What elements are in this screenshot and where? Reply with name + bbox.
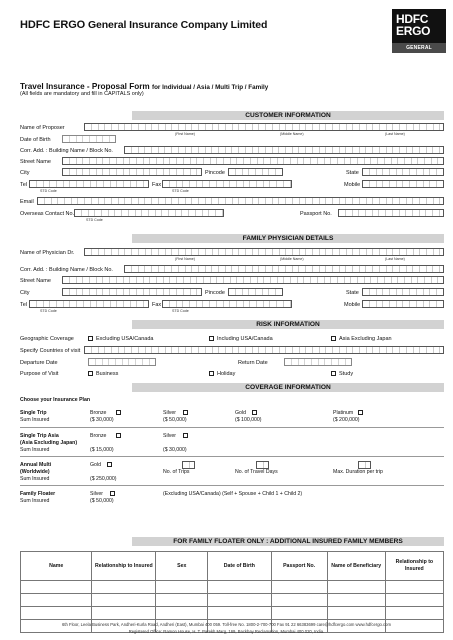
label-corr-address: Corr. Add. : Building Name / Block No. bbox=[20, 148, 113, 154]
label-business: Business bbox=[96, 371, 119, 377]
company-legal-name: General Insurance Company Limited bbox=[87, 19, 268, 31]
checkbox-st-gold[interactable] bbox=[252, 410, 257, 415]
amt-annual-gold: ($ 250,000) bbox=[90, 476, 117, 482]
label-passport-no: Passport No. bbox=[300, 211, 332, 217]
label-asia: Asia Excluding Japan bbox=[339, 336, 392, 342]
label-city: City bbox=[20, 170, 30, 176]
label-st-silver: Silver bbox=[163, 410, 176, 416]
label-st-sum-insured: Sum Insured bbox=[20, 417, 50, 423]
label-fax: Fax bbox=[152, 182, 162, 188]
dob-input[interactable] bbox=[62, 135, 116, 143]
physician-pincode-input[interactable] bbox=[228, 288, 283, 296]
ff-note: (Excluding USA/Canada) (Self + Spouse + Child 1 + Child 2) bbox=[163, 491, 303, 497]
label-date-of-birth: Date of Birth bbox=[20, 137, 51, 143]
email-input[interactable] bbox=[37, 197, 444, 205]
logo-line1: HDFC bbox=[396, 12, 429, 26]
label-ff-sum-insured: Sum Insured bbox=[20, 498, 50, 504]
table-cell-input[interactable] bbox=[21, 581, 92, 594]
no-of-trips-input[interactable] bbox=[182, 461, 195, 469]
label-mobile: Mobile bbox=[344, 182, 361, 188]
label-departure-date: Departure Date bbox=[20, 360, 58, 366]
form-note: (All fields are mandatory and fill in CAPITALS only) bbox=[20, 91, 144, 97]
table-row bbox=[21, 607, 444, 620]
label-specify-countries: Specify Countries of visit bbox=[20, 348, 81, 354]
label-asia-sum-insured: Sum Insured bbox=[20, 447, 50, 453]
hint-physician-middle-name: (Middle Name) bbox=[280, 257, 304, 261]
hint-physician-first-name: (First Name) bbox=[175, 257, 195, 261]
table-cell-input[interactable] bbox=[327, 607, 385, 620]
label-no-of-trips: No. of Trips bbox=[163, 469, 190, 475]
table-cell-input[interactable] bbox=[92, 581, 156, 594]
label-st-bronze: Bronze bbox=[90, 410, 107, 416]
overseas-contact-input[interactable] bbox=[74, 209, 224, 217]
label-annual-gold: Gold bbox=[90, 462, 101, 468]
physician-name-input[interactable] bbox=[84, 248, 444, 256]
table-header-row bbox=[21, 552, 444, 581]
amt-st-silver: ($ 50,000) bbox=[163, 417, 187, 423]
hint-overseas-std-code: STD Code bbox=[86, 218, 103, 222]
label-physician-corr-address: Corr. Add. : Building Name / Block No. bbox=[20, 267, 113, 273]
label-overseas-contact: Overseas Contact No. bbox=[20, 211, 75, 217]
table-cell-input[interactable] bbox=[327, 594, 385, 607]
table-cell-input[interactable] bbox=[21, 594, 92, 607]
section-risk: RISK INFORMATION bbox=[132, 320, 444, 329]
checkbox-asia[interactable] bbox=[331, 336, 336, 341]
label-return-date: Return Date bbox=[238, 360, 268, 366]
table-cell-input[interactable] bbox=[385, 594, 443, 607]
label-asia-silver: Silver bbox=[163, 433, 176, 439]
physician-state-input[interactable] bbox=[362, 288, 444, 296]
hint-physician-std-code: STD Code bbox=[40, 309, 57, 313]
tel-input[interactable] bbox=[29, 180, 149, 188]
countries-input[interactable] bbox=[84, 346, 444, 354]
col-sex: Sex bbox=[156, 552, 208, 581]
hint-last-name: (Last Name) bbox=[385, 132, 405, 136]
company-name bbox=[20, 19, 267, 31]
divider bbox=[20, 427, 444, 428]
col-dob: Date of Birth bbox=[208, 552, 271, 581]
hint-std-code: STD Code bbox=[40, 189, 57, 193]
physician-mobile-input[interactable] bbox=[362, 300, 444, 308]
label-single-trip-asia: Single Trip Asia bbox=[20, 433, 59, 439]
fax-input[interactable] bbox=[162, 180, 292, 188]
hint-physician-last-name: (Last Name) bbox=[385, 257, 405, 261]
physician-corr-address-input[interactable] bbox=[124, 265, 444, 273]
label-excl-usa: Excluding USA/Canada bbox=[96, 336, 154, 342]
physician-city-input[interactable] bbox=[62, 288, 202, 296]
table-row bbox=[21, 581, 444, 594]
city-input[interactable] bbox=[62, 168, 202, 176]
table-cell-input[interactable] bbox=[156, 607, 208, 620]
amt-st-platinum: ($ 200,000) bbox=[333, 417, 360, 423]
table-cell-input[interactable] bbox=[271, 594, 327, 607]
amt-asia-silver: ($ 30,000) bbox=[163, 447, 187, 453]
label-physician-name: Name of Physician Dr. bbox=[20, 250, 75, 256]
label-geo-coverage: Geographic Coverage bbox=[20, 336, 74, 342]
form-title bbox=[20, 82, 268, 91]
pincode-input[interactable] bbox=[228, 168, 283, 176]
label-tel: Tel bbox=[20, 182, 28, 188]
divider bbox=[20, 485, 444, 486]
label-asia-bronze: Bronze bbox=[90, 433, 107, 439]
label-street-name: Street Name bbox=[20, 159, 51, 165]
checkbox-st-silver[interactable] bbox=[183, 410, 188, 415]
label-no-of-travel-days: No. of Travel Days bbox=[235, 469, 278, 475]
table-cell-input[interactable] bbox=[208, 607, 271, 620]
max-duration-input[interactable] bbox=[358, 461, 371, 469]
label-physician-fax: Fax bbox=[152, 302, 162, 308]
label-ff-silver: Silver bbox=[90, 491, 103, 497]
table-cell-input[interactable] bbox=[208, 581, 271, 594]
checkbox-ff-silver[interactable] bbox=[110, 491, 115, 496]
table-cell-input[interactable] bbox=[385, 607, 443, 620]
label-state: State bbox=[346, 170, 359, 176]
hdfc-ergo-logo bbox=[392, 9, 446, 61]
footer-registered-office: Registered Office: Ramon House, H. T. Parekh Marg, 169, Backbay Reclamation, Mumbai 400 020, India. bbox=[128, 629, 325, 634]
label-physician-state: State bbox=[346, 290, 359, 296]
label-physician-mobile: Mobile bbox=[344, 302, 361, 308]
label-asia-excl-japan: (Asia Excluding Japan) bbox=[20, 440, 78, 446]
label-max-duration: Max. Duration per trip bbox=[333, 469, 383, 475]
table-cell-input[interactable] bbox=[385, 581, 443, 594]
proposer-name-input[interactable] bbox=[84, 123, 444, 131]
form-title-main: Travel Insurance - Proposal Form bbox=[20, 82, 150, 91]
label-email: Email bbox=[20, 199, 34, 205]
label-annual-multi: Annual Multi bbox=[20, 462, 52, 468]
physician-fax-input[interactable] bbox=[162, 300, 292, 308]
amt-st-gold: ($ 100,000) bbox=[235, 417, 262, 423]
physician-street-name-input[interactable] bbox=[62, 276, 444, 284]
amt-st-bronze: ($ 30,000) bbox=[90, 417, 114, 423]
corr-address-input[interactable] bbox=[124, 146, 444, 154]
label-pincode: Pincode bbox=[205, 170, 225, 176]
label-name-of-proposer: Name of Proposer bbox=[20, 125, 65, 131]
section-family: FOR FAMILY FLOATER ONLY : ADDITIONAL INSURED FAMILY MEMBERS bbox=[132, 537, 444, 546]
checkbox-excl-usa[interactable] bbox=[88, 336, 93, 341]
table-cell-input[interactable] bbox=[156, 594, 208, 607]
col-passport: Passport No. bbox=[271, 552, 327, 581]
col-beneficiary-relationship: Relationship to Insured bbox=[385, 552, 443, 581]
label-physician-pincode: Pincode bbox=[205, 290, 225, 296]
amt-ff-silver: ($ 50,000) bbox=[90, 498, 114, 504]
checkbox-annual-gold[interactable] bbox=[107, 462, 112, 467]
label-physician-tel: Tel bbox=[20, 302, 28, 308]
checkbox-asia-bronze[interactable] bbox=[116, 433, 121, 438]
physician-tel-input[interactable] bbox=[29, 300, 149, 308]
hint-first-name: (First Name) bbox=[175, 132, 195, 136]
label-choose-plan: Choose your Insurance Plan bbox=[20, 397, 91, 403]
table-cell-input[interactable] bbox=[92, 607, 156, 620]
table-cell-input[interactable] bbox=[327, 581, 385, 594]
label-worldwide: (Worldwide) bbox=[20, 469, 50, 475]
table-row bbox=[21, 594, 444, 607]
hint-middle-name: (Middle Name) bbox=[280, 132, 304, 136]
label-incl-usa: Including USA/Canada bbox=[217, 336, 273, 342]
logo-line3: GENERAL INSURANCE bbox=[392, 43, 446, 53]
checkbox-st-platinum[interactable] bbox=[358, 410, 363, 415]
hint-physician-fax-std-code: STD Code bbox=[172, 309, 189, 313]
label-holiday: Holiday bbox=[217, 371, 236, 377]
travel-days-input[interactable] bbox=[256, 461, 269, 469]
label-purpose: Purpose of Visit bbox=[20, 371, 59, 377]
table-cell-input[interactable] bbox=[271, 581, 327, 594]
col-relationship: Relationship to Insured bbox=[92, 552, 156, 581]
label-single-trip: Single Trip bbox=[20, 410, 47, 416]
logo-line2: ERGO bbox=[396, 24, 431, 38]
table-cell-input[interactable] bbox=[92, 594, 156, 607]
company-brand: HDFC ERGO bbox=[20, 19, 86, 31]
mobile-input[interactable] bbox=[362, 180, 444, 188]
label-physician-city: City bbox=[20, 290, 30, 296]
departure-date-input[interactable] bbox=[88, 358, 156, 366]
section-customer: CUSTOMER INFORMATION bbox=[132, 111, 444, 120]
street-name-input[interactable] bbox=[62, 157, 444, 165]
checkbox-incl-usa[interactable] bbox=[209, 336, 214, 341]
table-cell-input[interactable] bbox=[21, 607, 92, 620]
checkbox-holiday[interactable] bbox=[209, 371, 214, 376]
label-family-floater: Family Floater bbox=[20, 491, 56, 497]
table-cell-input[interactable] bbox=[156, 581, 208, 594]
form-subtitle: for Individual / Asia / Multi Trip / Family bbox=[151, 84, 269, 91]
footer-address: 6th Floor, Leela Business Park, Andheri-Kurla Road, Andheri (East), Mumbai 400 059. Toll-free No. 1800-2-700-700 Fax 91 22 66383699 care@hdfcergo.com www.hdfcergo.com bbox=[62, 622, 391, 627]
col-name: Name bbox=[21, 552, 92, 581]
label-st-gold: Gold bbox=[235, 410, 246, 416]
return-date-input[interactable] bbox=[284, 358, 352, 366]
checkbox-st-bronze[interactable] bbox=[116, 410, 121, 415]
checkbox-asia-silver[interactable] bbox=[183, 433, 188, 438]
label-study: Study bbox=[339, 371, 354, 377]
checkbox-business[interactable] bbox=[88, 371, 93, 376]
family-members-table bbox=[20, 551, 444, 633]
section-physician: FAMILY PHYSICIAN DETAILS bbox=[132, 234, 444, 243]
divider bbox=[20, 456, 444, 457]
table-cell-input[interactable] bbox=[271, 607, 327, 620]
section-coverage: COVERAGE INFORMATION bbox=[132, 383, 444, 392]
col-beneficiary: Name of Beneficiary bbox=[327, 552, 385, 581]
state-input[interactable] bbox=[362, 168, 444, 176]
table-cell-input[interactable] bbox=[208, 594, 271, 607]
label-st-platinum: Platinum bbox=[333, 410, 354, 416]
passport-no-input[interactable] bbox=[338, 209, 444, 217]
checkbox-study[interactable] bbox=[331, 371, 336, 376]
label-physician-street-name: Street Name bbox=[20, 278, 51, 284]
amt-asia-bronze: ($ 15,000) bbox=[90, 447, 114, 453]
label-annual-sum-insured: Sum Insured bbox=[20, 476, 50, 482]
hint-fax-std-code: STD Code bbox=[172, 189, 189, 193]
